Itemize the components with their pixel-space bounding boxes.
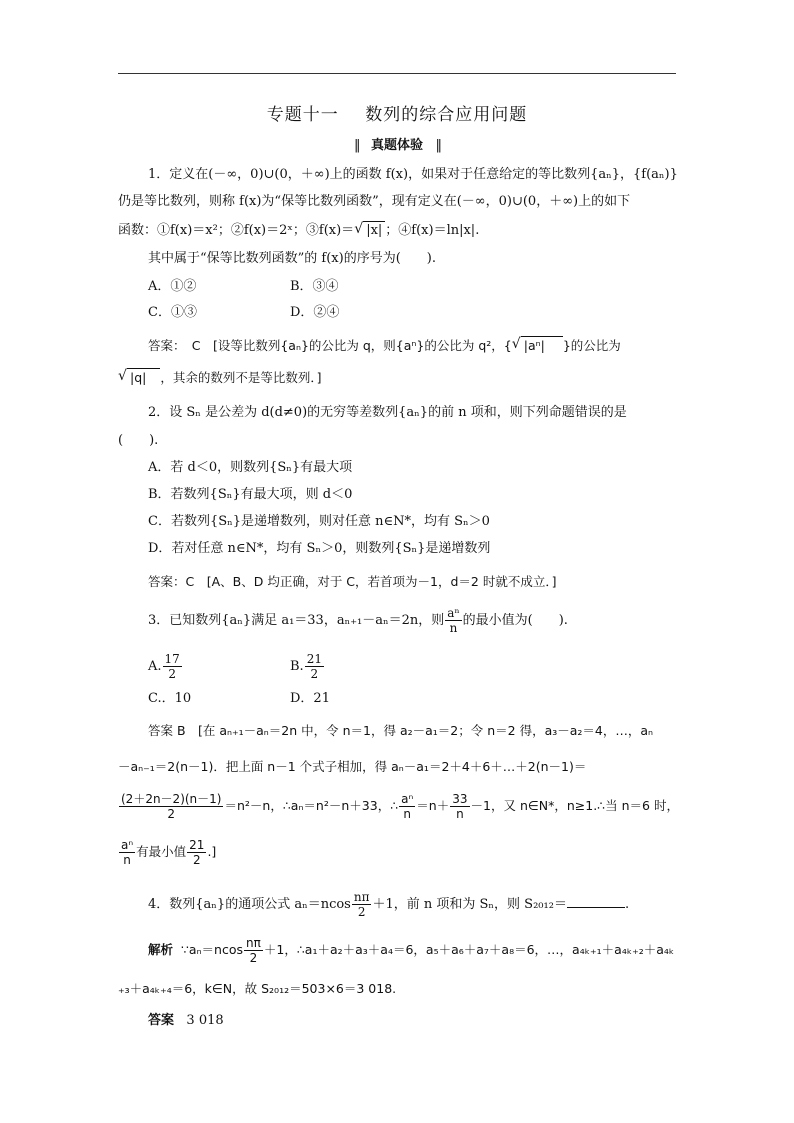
a3-line3-frac2 <box>399 792 415 821</box>
header-rule <box>118 73 676 74</box>
q3-fraction-num: aⁿ <box>447 606 460 620</box>
q3-option-b-frac <box>305 652 324 681</box>
q1-line4: 其中属于“保等比数列函数”的 f(x)的序号为( ). <box>148 251 436 266</box>
q3-option-d: D．21 <box>290 691 330 706</box>
a3-line4-frac1-den: n <box>123 853 131 867</box>
a3-line3-a: ＝n²－n，∴aₙ＝n²－n＋33，∴ <box>224 798 399 813</box>
ans4-label: 答案 <box>148 1013 175 1028</box>
a3-line4-frac2-num: 21 <box>189 838 205 852</box>
a3-line4-frac1 <box>119 838 135 867</box>
q4-fraction-num: nπ <box>353 890 370 904</box>
a1-radical-q: √ |q| <box>127 368 160 387</box>
a3-line3-frac3 <box>450 792 469 821</box>
q1-line3-a: 函数：①f(x)＝x²；②f(x)＝2ˣ；③f(x)＝ <box>118 223 355 238</box>
q3-option-b-den: 2 <box>310 667 319 681</box>
section-title: 真题体验 <box>370 138 423 153</box>
a3-line4-b: .] <box>207 844 217 859</box>
q4-line <box>148 890 629 919</box>
s4-line2: ₊₃＋a₄ₖ₊₄＝6，k∈N，故 S₂₀₁₂＝503×6＝3 018. <box>118 981 397 996</box>
q1-option-b: B．③④ <box>290 279 339 294</box>
q2-option-c: C．若数列{Sₙ}是递增数列，则对任意 n∈N*，均有 Sₙ＞0 <box>148 514 490 529</box>
q3-option-c: C.．10 <box>148 691 192 706</box>
a3-line3-frac2-num: aⁿ <box>401 792 414 806</box>
a3-line3-frac3-den: n <box>456 807 464 821</box>
s4-b: ＋1，∴a₁＋a₂＋a₃＋a₄＝6，a₅＋a₆＋a₇＋a₈＝6，…，a₄ₖ₊₁＋a₄ₖ₊₂＋a₄ₖ <box>263 942 675 957</box>
a3-line4-frac2 <box>187 838 206 867</box>
q3-option-a-den: 2 <box>168 667 176 681</box>
s4-label: 解析 <box>148 942 174 957</box>
q3-option-b <box>290 652 325 681</box>
s4-a: ∵aₙ＝ncos <box>180 942 244 957</box>
q3-option-a <box>148 652 183 681</box>
q1-option-a: A．①② <box>148 279 197 294</box>
q1-line3 <box>118 221 479 240</box>
section-bar-right: ‖ <box>435 138 441 153</box>
q3-a: 3．已知数列{aₙ}满足 a₁＝33，aₙ₊₁－aₙ＝2n，则 <box>148 613 445 628</box>
a1-line1-a: 答案： C [设等比数列{aₙ}的公比为 q，则{aⁿ}的公比为 q²，{ <box>148 338 512 353</box>
q4-fraction-den: 2 <box>357 905 366 919</box>
s4-line1 <box>148 936 674 965</box>
q4-answer-blank <box>567 895 625 908</box>
title-sub: 数列的综合应用问题 <box>365 105 528 125</box>
q4-fraction <box>352 890 372 919</box>
q3-option-b-label: B. <box>290 659 304 674</box>
ans4-line <box>148 1012 224 1030</box>
a3-line1: 答案 B [在 aₙ₊₁－aₙ＝2n 中，令 n＝1，得 a₂－a₁＝2；令 n＝2 得，a₃－a₂＝4，…，aₙ <box>148 723 654 738</box>
a1-line1 <box>148 336 621 355</box>
q4-a: 4．数列{aₙ}的通项公式 aₙ＝ncos <box>148 897 351 912</box>
a2-line: 答案：C [A、B、D 均正确，对于 C，若首项为－1，d＝2 时就不成立．] <box>148 574 557 589</box>
section-heading <box>0 134 794 153</box>
section-bar-left: ‖ <box>353 138 359 153</box>
title-main: 专题十一 <box>266 105 339 125</box>
page-title <box>0 100 794 125</box>
a3-line3-frac2-den: n <box>403 807 412 821</box>
q3-option-a-frac <box>163 652 182 681</box>
q1-line2: 仍是等比数列，则称 f(x)为“保等比数列函数”，现有定义在(－∞，0)∪(0，＋∞)上的如下 <box>118 194 631 209</box>
a3-line4-frac1-num: aⁿ <box>121 838 134 852</box>
q1-radical: √ |x| <box>363 221 385 240</box>
a1-radical: √ |aⁿ| <box>521 336 563 355</box>
q3-option-a-label: A. <box>148 659 162 674</box>
a3-line4-frac2-den: 2 <box>192 853 201 867</box>
q3-fraction <box>445 606 461 635</box>
q3-fraction-den: n <box>449 621 458 635</box>
a3-line3-b: ＝n＋ <box>416 798 450 813</box>
a3-line3-c: －1，又 n∈N*，n≥1.∴当 n＝6 时， <box>470 798 679 813</box>
q4-b: ＋1，前 n 项和为 Sₙ，则 S₂₀₁₂＝ <box>372 897 567 912</box>
q1-option-c: C．①③ <box>148 305 197 320</box>
q4-c: . <box>624 897 630 912</box>
ans4-value: 3 018 <box>186 1013 224 1028</box>
a3-line3-frac1 <box>119 792 223 821</box>
q2-option-b: B．若数列{Sₙ}有最大项，则 d＜0 <box>148 487 353 502</box>
q1-line1: 1．定义在(－∞，0)∪(0，＋∞)上的函数 f(x)，如果对于任意给定的等比数列{aₙ}，{f(aₙ)} <box>148 167 678 182</box>
a3-line3-frac3-num: 33 <box>452 792 468 806</box>
s4-fraction-num: nπ <box>246 936 261 950</box>
q3-option-a-num: 17 <box>164 652 180 666</box>
a1-line2-b: ，其余的数列不是等比数列．] <box>160 370 322 385</box>
q3-option-b-num: 21 <box>306 652 322 666</box>
q3-line <box>148 606 568 635</box>
q1-line3-b: ；④f(x)＝ln|x|. <box>385 223 480 238</box>
a1-line2 <box>118 368 322 387</box>
a3-line4-a: 有最小值 <box>136 844 187 859</box>
q2-option-d: D．若对任意 n∈N*，均有 Sₙ＞0，则数列{Sₙ}是递增数列 <box>148 541 491 556</box>
a3-line3-frac1-den: 2 <box>167 807 176 821</box>
q1-option-d: D．②④ <box>290 305 340 320</box>
q2-option-a: A．若 d＜0，则数列{Sₙ}有最大项 <box>148 460 353 475</box>
a1-line1-b: }的公比为 <box>562 338 621 353</box>
s4-fraction <box>244 936 263 965</box>
q2-line2: ( ). <box>118 433 159 448</box>
a3-line4 <box>118 838 216 867</box>
q3-b: 的最小值为( ). <box>462 613 568 628</box>
q2-line1: 2．设 Sₙ 是公差为 d(d≠0)的无穷等差数列{aₙ}的前 n 项和，则下列命题错误的是 <box>148 405 627 420</box>
s4-fraction-den: 2 <box>249 951 258 965</box>
a3-line3 <box>118 792 679 821</box>
a3-line2: －aₙ₋₁＝2(n－1)．把上面 n－1 个式子相加，得 aₙ－a₁＝2＋4＋6＋…＋2(n－1)＝ <box>118 759 587 774</box>
a3-line3-frac1-num: (2＋2n－2)(n－1) <box>121 792 222 806</box>
